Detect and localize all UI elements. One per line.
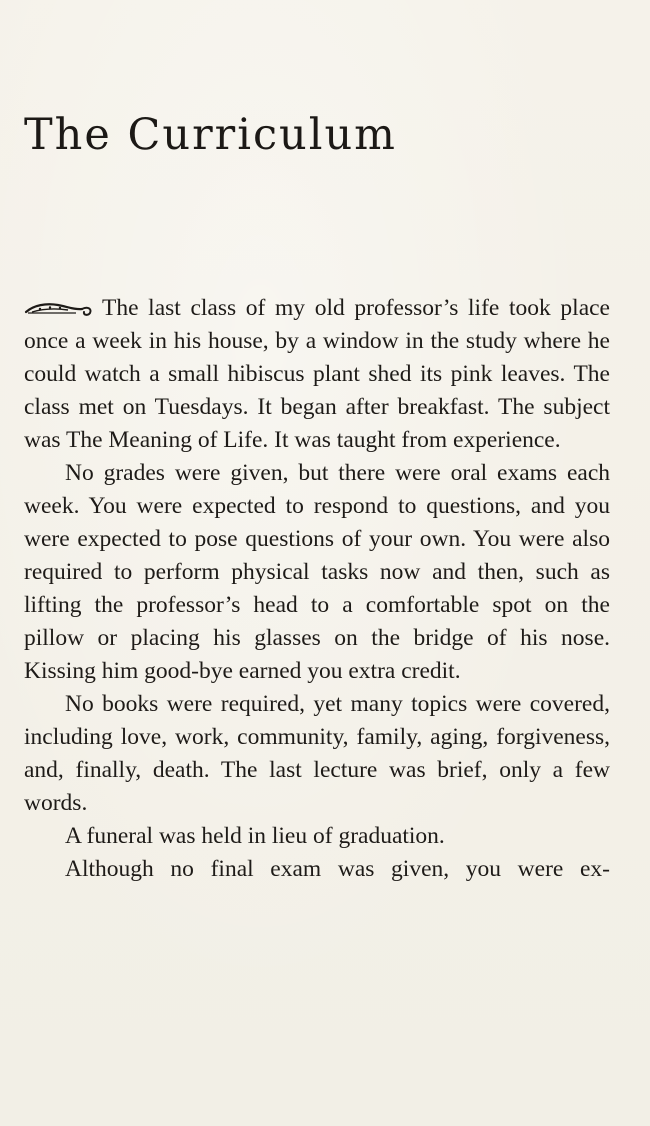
chapter-title: The Curriculum — [24, 110, 397, 160]
scroll-flourish-icon — [24, 298, 94, 318]
paragraph-1 — [24, 292, 610, 457]
paragraph-3: No books were required, yet many topics were covered, including love, work, community, family, aging, forgiveness, and, finally, death. The last lecture was brief, only a few words. — [24, 691, 610, 816]
paragraph-5: Although no final exam was given, you were ex- — [65, 856, 610, 882]
paragraph-4: A funeral was held in lieu of graduation. — [65, 823, 445, 849]
chapter-body — [24, 292, 610, 886]
paragraph-2: No grades were given, but there were oral exams each week. You were expected to respond to questions, and you were expected to pose questions of your own. You were also required to perform physical tasks now and then, such as lifting the professor’s head to a comfortable spot on the pillow or placing his glasses on the bridge of his nose. Kissing him good-bye earned you extra credit. — [24, 460, 610, 684]
paragraph-1-text: The last class of my old professor’s life took place once a week in his house, by a window in the study where he could watch a small hibiscus plant shed its pink leaves. The class met on Tuesdays. It began after breakfast. The subject was The Meaning of Life. It was taught from experience. — [24, 295, 610, 453]
